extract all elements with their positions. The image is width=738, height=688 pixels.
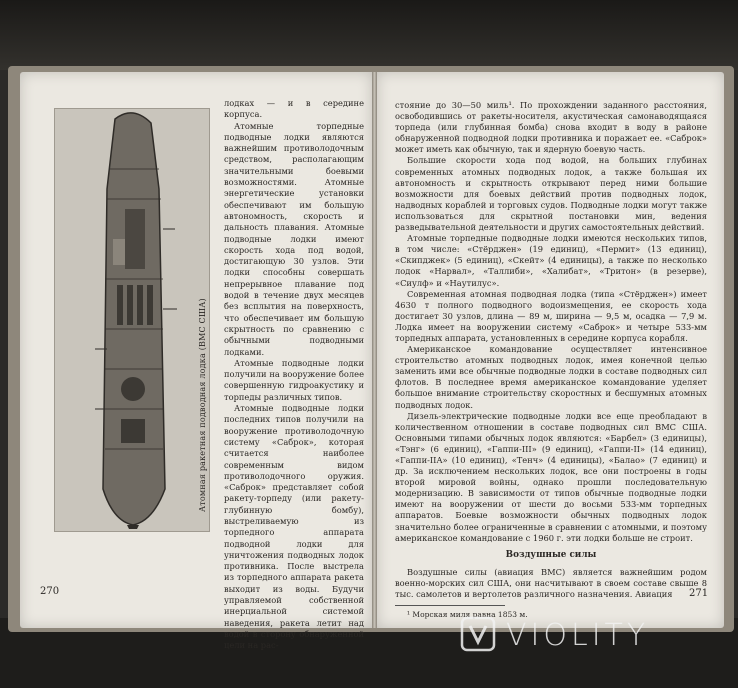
left-page	[20, 72, 372, 651]
right-text-column	[395, 100, 707, 620]
paragraph: Американское командование осуществляет интенсивное строительство атомных подводных лодок, имея конечной целью заменить ими все обычные подводные лодки в составе подводных сил флотов. В последнее время американское командование уделяет большое внимание строительству скоростных и бесшумных атомных подводных лодок.	[395, 344, 707, 410]
paragraph: Большие скорости хода под водой, на больших глубинах современных атомных подводных лодок, а также большая их автономность и скрытность открывают перед ними большие возможности для боевых действий против подводных лодок, надводных кораблей и торговых судов. Подводные лодки могут также использоваться для скрытной постановки мин, ведения разведывательной деятельности и других самостоятельных действий.	[395, 155, 707, 233]
paragraph: Атомные торпедные подводные лодки имеются нескольких типов, в том числе: «Стёрджен» (19 единиц), «Пермит» (13 единиц), «Скипджек» (5 единиц), «Скейт» (4 единицы), а также по несколько лодок «Нарвал», «Таллиби», «Халибат», «Тритон» (в резерве), «Сиулф» и «Наутилус».	[395, 233, 707, 288]
paragraph: Дизель-электрические подводные лодки все еще преобладают в количественном отношении в составе подводных сил ВМС США. Основными типами обычных лодок являются: «Барбел» (3 единицы), «Тэнг» (6 единиц), «Гаппи-III» (9 единиц), «Гаппи-II» (14 единиц), «Гаппи-IIA» (10 единиц), «Тенч» (4 единицы), «Балао» (7 единиц) и др. За исключением нескольких лодок, все они построены в годы второй мировой войны, однако прошли последовательную модернизацию. В зависимости от типов обычные подводные лодки имеют на вооружении от шести до восьми 533-мм торпедных аппаратов. Боевые возможности обычных подводных лодок значительно более ограниченные в сравнении с атомными, и поэтому американское командование с 1960 г. эти лодки больше не строит.	[395, 410, 707, 543]
section-heading: Воздушные силы	[505, 549, 597, 560]
paragraph: лодках — и в середине корпуса.	[224, 98, 364, 120]
paragraph: Воздушные силы (авиация ВМС) является важнейшим родом военно-морских сил США, они насчитывают в своем составе свыше 8 тыс. самолетов и вертолетов различного назначения. Авиация	[395, 566, 707, 600]
page-number-right: 271	[689, 588, 709, 599]
illustration-caption: Атомная ракетная подводная лодка (ВМС США)	[198, 298, 207, 512]
watermark	[460, 614, 730, 658]
paragraph: Атомные подводные лодки получили на вооружение более совершенную гидроакустику и торпеды различных типов.	[224, 357, 364, 402]
footnote: ¹ Морская миля равна 1853 м.	[407, 610, 528, 620]
submarine-cutaway-drawing	[55, 109, 209, 531]
paragraph: стояние до 30—50 миль¹. По прохождении заданного расстояния, освободившись от ракеты-носителя, акустическая самонаводящаяся торпеда (или глубинная бомба) снова входит в воду в районе обнаруженной подводной лодки противника и поражает ее. «Саброк» может иметь как обычную, так и ядерную боевую часть.	[395, 100, 707, 155]
page-number-left: 270	[40, 586, 60, 597]
watermark-text: VIOLITY	[506, 618, 650, 653]
footnote-rule	[395, 605, 505, 606]
left-text-column	[224, 98, 364, 652]
right-page	[377, 72, 724, 628]
paragraph: Атомные торпедные подводные лодки являются важнейшим противолодочным средством, располагающим значительными боевыми возможностями. Атомные энергетические установки обеспечивают им большую автономность, скорость и дальность плавания. Атомные подводные лодки имеют скорость хода под водой, достигающую 30 узлов. Эти лодки способны совершать непрерывное плавание под водой в течение двух месяцев без всплытия на поверхность, что обеспечивает им большую скрытность по сравнению с обычными подводными лодками.	[224, 120, 364, 357]
paragraph: Атомные подводные лодки последних типов получили на вооружение противолодочную систему «Саброк», которая считается наиболее современным видом противолодочного оружия. «Саброк» представляет собой ракету-торпеду (или ракету-глубинную бомбу), выстреливаемую из торпедного аппарата подводной лодки для уничтожения подводных лодок противника. После выстрела из торпедного аппарата ракета выходит из воды. Будучи управляемой собственной инерциальной системой наведения, ракета летит над водой в сторону обнаруженной цели на рас-	[224, 403, 364, 651]
paragraph: Современная атомная подводная лодка (типа «Стёрджен») имеет 4630 т полного подводного водоизмещения, ее скорость хода достигает 30 узлов, длина — 89 м, ширина — 9,5 м, осадка — 7,9 м. Лодка имеет на вооружении систему «Саброк» и четыре 533-мм торпедных аппарата, установленных в середине корпуса корабля.	[395, 288, 707, 343]
table-background-top	[0, 0, 738, 70]
submarine-illustration	[54, 108, 210, 532]
violity-logo-icon	[460, 616, 496, 652]
